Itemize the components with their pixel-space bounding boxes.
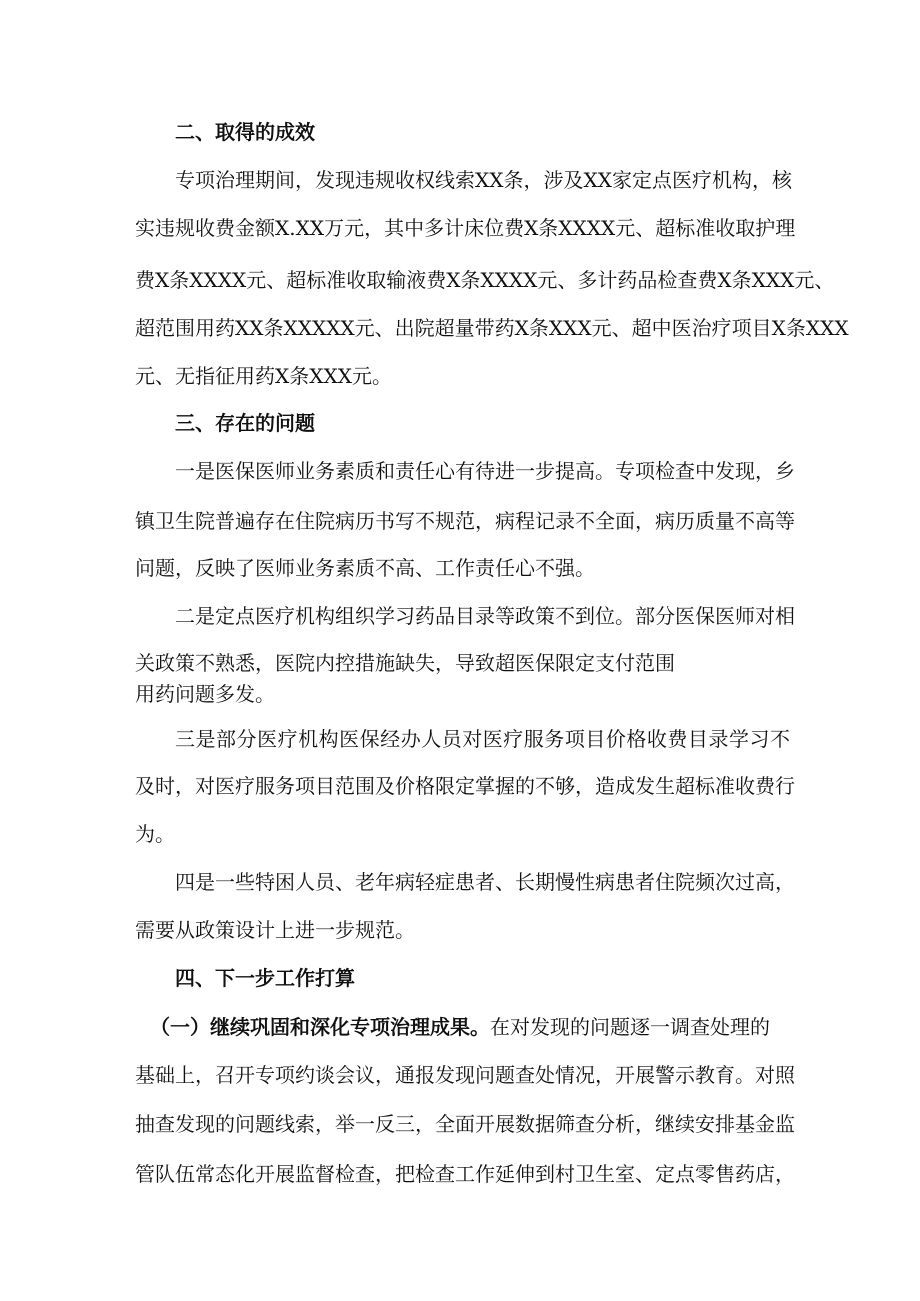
paragraph-line: 关政策不熟悉，医院内控措施缺失，导致超医保限定支付范围 (135, 651, 675, 675)
paragraph-line: 基础上，召开专项约谈会议，通报发现问题查处情况，开展警示教育。对照 (135, 1063, 795, 1087)
paragraph-line: 超范围用药XX条XXXXX元、出院超量带药X条XXX元、超中医治疗项目X条XXX (135, 316, 849, 340)
paragraph-line: 三是部分医疗机构医保经办人员对医疗服务项目价格收费目录学习不 (175, 727, 790, 751)
paragraph-line: 四是一些特困人员、老年病轻症患者、长期慢性病患者住院频次过高， (175, 870, 795, 894)
paragraph-line: 抽查发现的问题线索，举一反三，全面开展数据筛查分析，继续安排基金监 (135, 1112, 795, 1136)
paragraph-line: 二是定点医疗机构组织学习药品目录等政策不到位。部分医保医师对相 (175, 604, 795, 628)
paragraph-line: 为。 (135, 822, 175, 846)
section-heading-problems: 三、存在的问题 (175, 411, 315, 435)
paragraph-line: 管队伍常态化开展监督检查，把检查工作延伸到村卫生室、定点零售药店， (135, 1162, 795, 1186)
item-title: （一）继续巩固和深化专项治理成果。 (150, 1015, 490, 1039)
paragraph-line: 专项治理期间，发现违规收权线索XX条，涉及XX家定点医疗机构，核 (175, 168, 792, 192)
section-heading-next-steps: 四、下一步工作打算 (175, 966, 355, 990)
paragraph-line: 用药问题多发。 (135, 682, 275, 706)
paragraph-line: 元、无指征用药X条XXX元。 (135, 364, 392, 388)
paragraph-line: 及时，对医疗服务项目范围及价格限定掌握的不够，造成发生超标准收费行 (135, 774, 795, 798)
paragraph-line: 实违规收费金额X.XX万元，其中多计床位费X条XXXX元、超标准收取护理 (135, 216, 796, 240)
paragraph-line: 需要从政策设计上进一步规范。 (135, 918, 415, 942)
paragraph-line: 费X条XXXX元、超标准收取输液费X条XXXX元、多计药品检查费X条XXX元、 (135, 268, 835, 292)
paragraph-line: 一是医保医师业务素质和责任心有待进一步提高。专项检查中发现，乡 (175, 459, 795, 483)
item-text: 在对发现的问题逐一调查处理的 (490, 1015, 770, 1039)
paragraph-line: 问题，反映了医师业务素质不高、工作责任心不强。 (135, 556, 595, 580)
paragraph-line (150, 1013, 790, 1041)
section-heading-results: 二、取得的成效 (175, 120, 315, 144)
paragraph-line: 镇卫生院普遍存在住院病历书写不规范，病程记录不全面，病历质量不高等 (135, 509, 795, 533)
